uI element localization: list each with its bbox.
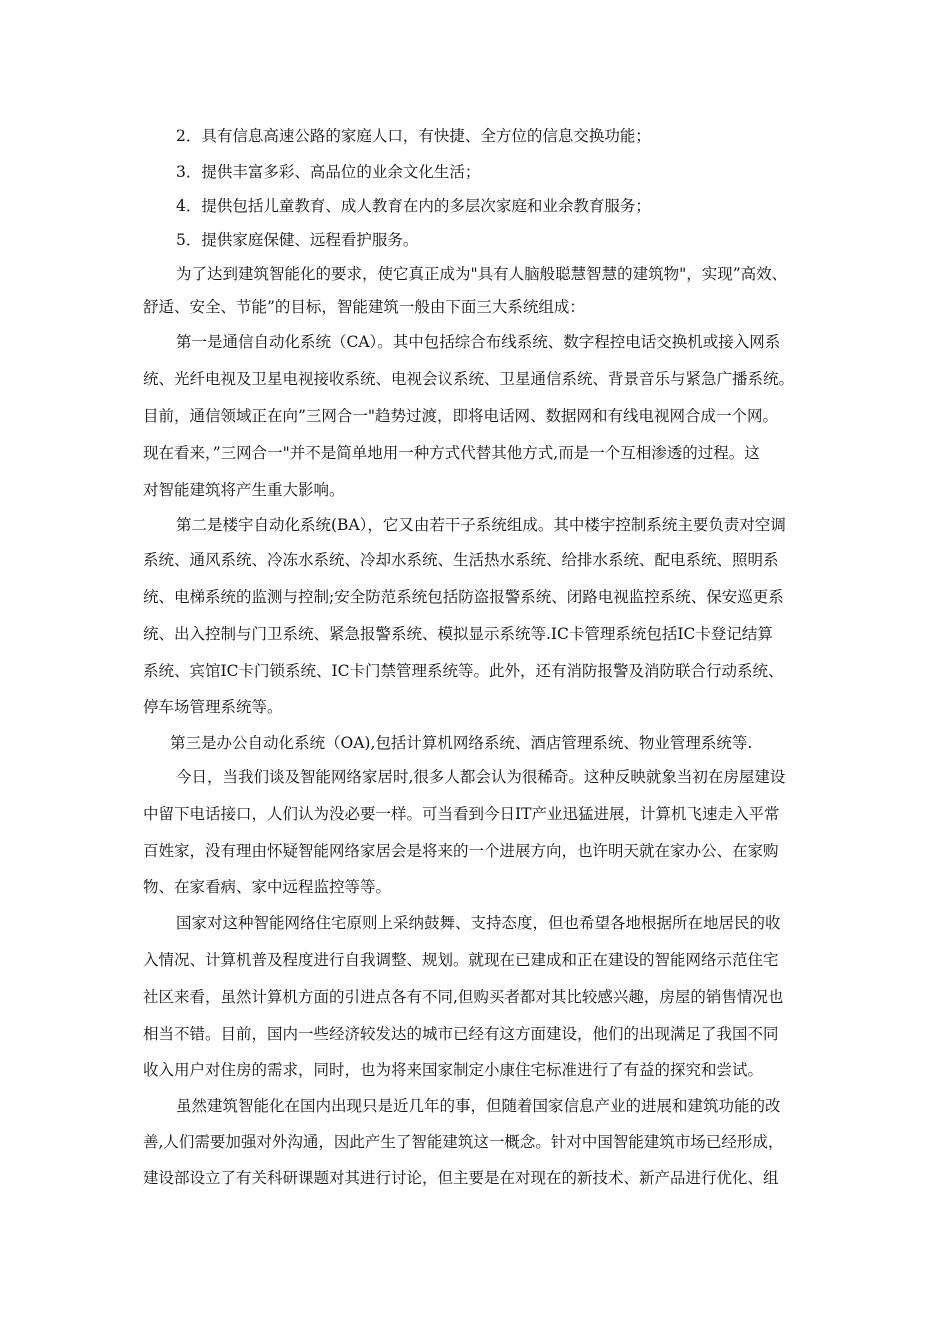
paragraph-line: 统、电梯系统的监测与控制;安全防范系统包括防盗报警系统、闭路电视监控系统、保安巡更系 [143, 588, 784, 606]
paragraph-line: 目前，通信领域正在向”三网合一"趋势过渡，即将电话网、数据网和有线电视网合成一个网。 [143, 407, 779, 425]
paragraph-line: 第三是办公自动化系统（OA),包括计算机网络系统、酒店管理系统、物业管理系统等. [170, 734, 753, 752]
paragraph-line: 收入用户对住房的需求，同时，也为将来国家制定小康住宅标准进行了有益的探究和尝试。 [143, 1061, 764, 1079]
list-item-5: 5．提供家庭保健、远程看护服务。 [176, 231, 419, 249]
paragraph-line: 社区来看，虽然计算机方面的引进点各有不同,但购买者都对其比较感兴趣，房屋的销售情况也 [143, 988, 784, 1006]
list-item-4: 4．提供包括儿童教育、成人教育在内的多层次家庭和业余教育服务； [176, 197, 651, 215]
paragraph-line: 为了达到建筑智能化的要求，使它真正成为"具有人脑般聪慧智慧的建筑物"，实现”高效、 [176, 265, 788, 283]
paragraph-line: 第一是通信自动化系统（CA）。其中包括综合布线系统、数字程控电话交换机或接入网系 [176, 333, 781, 351]
paragraph-line: 国家对这种智能网络住宅原则上采纳鼓舞、支持态度，但也希望各地根据所在地居民的收 [176, 914, 781, 932]
paragraph-line: 虽然建筑智能化在国内出现只是近几年的事，但随着国家信息产业的进展和建筑功能的改 [176, 1097, 781, 1115]
paragraph-line: 舒适、安全、节能”的目标，智能建筑一般由下面三大系统组成： [143, 298, 585, 316]
paragraph-line: 停车场管理系统等。 [143, 698, 283, 716]
paragraph-line: 系统、通风系统、冷冻水系统、冷却水系统、生活热水系统、给排水系统、配电系统、照明系 [143, 551, 779, 569]
paragraph-line: 第二是楼宇自动化系统(BA），它又由若干子系统组成。其中楼宇控制系统主要负责对空调 [176, 516, 786, 534]
paragraph-line: 现在看来，”三网合一"并不是简单地用一种方式代替其他方式,而是一个互相渗透的过程。这 [143, 444, 760, 462]
paragraph-line: 入情况、计算机普及程度进行自我调整、规划。就现在已建成和正在建设的智能网络示范住宅 [143, 951, 779, 969]
paragraph-line: 建设部设立了有关科研课题对其进行讨论，但主要是在对现在的新技术、新产品进行优化、组 [143, 1169, 779, 1187]
paragraph-line: 统、出入控制与门卫系统、紧急报警系统、模拟显示系统等.IC卡管理系统包括IC卡登记结算 [143, 625, 773, 643]
paragraph-line: 中留下电话接口，人们认为没必要一样。可当看到今日IT产业迅猛进展，计算机飞速走入平常 [143, 805, 780, 823]
paragraph-line: 物、在家看病、家中远程监控等等。 [143, 878, 392, 896]
paragraph-line: 系统、宾馆IC卡门锁系统、IC卡门禁管理系统等。此外，还有消防报警及消防联合行动系统、 [143, 662, 784, 680]
paragraph-line: 今日，当我们谈及智能网络家居时,很多人都会认为很稀奇。这种反映就象当初在房屋建设 [176, 768, 786, 786]
paragraph-line: 善,人们需要加强对外沟通，因此产生了智能建筑这一概念。针对中国智能建筑市场已经形成， [143, 1133, 784, 1151]
paragraph-line: 统、光纤电视及卫星电视接收系统、电视会议系统、卫星通信系统、背景音乐与紧急广播系统。 [143, 370, 795, 388]
paragraph-line: 百姓家，没有理由怀疑智能网络家居会是将来的一个进展方向，也许明天就在家办公、在家购 [143, 842, 779, 860]
paragraph-line: 对智能建筑将产生重大影响。 [143, 481, 345, 499]
list-item-2: 2．具有信息高速公路的家庭人口，有快捷、全方位的信息交换功能； [176, 127, 651, 145]
paragraph-line: 相当不错。目前，国内一些经济较发达的城市已经有这方面建设，他们的出现满足了我国不同 [143, 1025, 779, 1043]
list-item-3: 3．提供丰富多彩、高品位的业余文化生活； [176, 163, 481, 181]
